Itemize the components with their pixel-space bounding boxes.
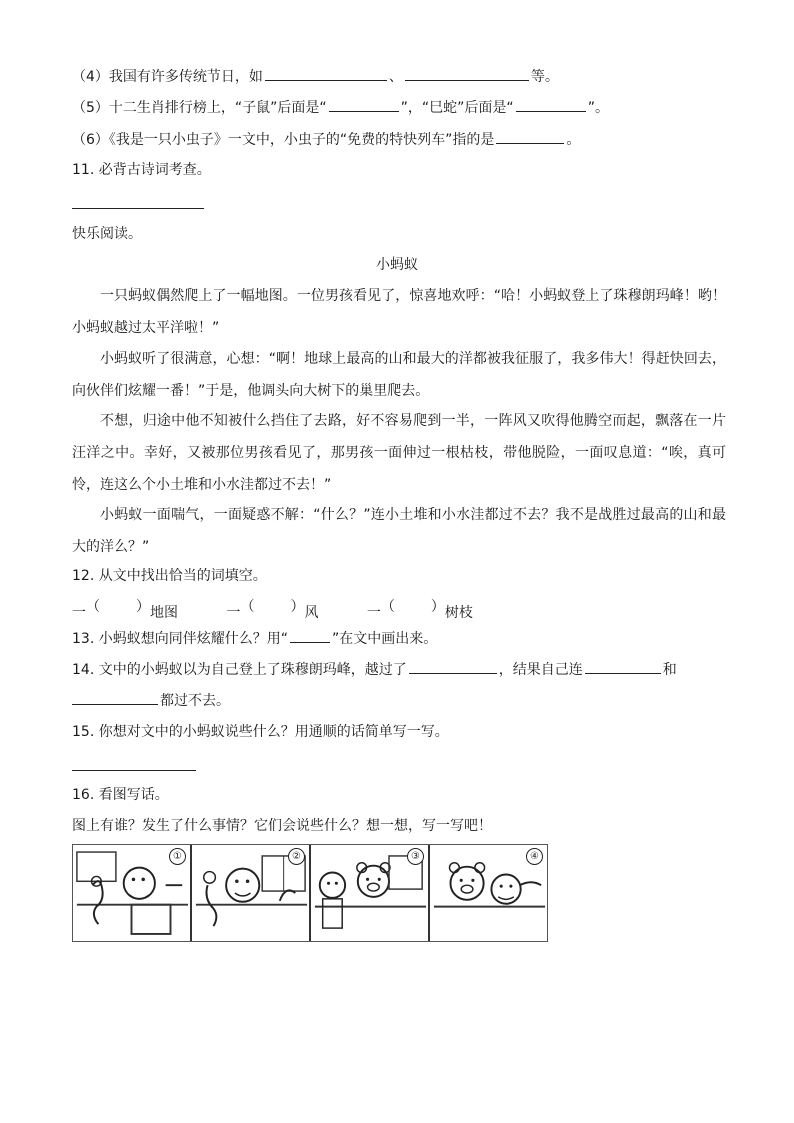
answer-paren[interactable] [381,597,445,617]
q14-line-1 [72,659,677,680]
q10-item-4 [72,66,559,87]
q12-item-1-suffix: 地图 [150,605,178,621]
q13-suffix: ”在文中画出来。 [331,631,438,647]
q14-prefix: 14. 文中的小蚂蚁以为自己登上了珠穆朗玛峰，越过了 [72,662,407,678]
answer-paren[interactable] [86,597,150,617]
q13 [72,628,437,649]
answer-blank[interactable] [516,97,586,112]
answer-blank[interactable] [496,129,564,144]
panel-number: ③ [407,848,424,865]
q10-item-5-mid: ”，“巳蛇”后面是“ [400,100,514,116]
q16-text: 16. 看图写话。 [72,787,169,803]
comic-panel-4 [430,845,547,941]
q10-item-6-suffix: 。 [566,132,581,148]
q10-item-4-sep: 、 [388,69,403,85]
q16-prompt: 图上有谁？发生了什么事情？它们会说些什么？想一想，写一写吧！ [72,818,492,834]
comic-strip [72,844,548,942]
passage-paragraph-2: 小蚂蚁听了很满意，心想：“啊！地球上最高的山和最大的洋都被我征服了，我多伟大！得赶快回去，向伙伴们炫耀一番！”于是，他调头向大树下的巢里爬去。 [72,351,726,399]
q10-item-4-suffix: 等。 [530,69,559,85]
q12-items [72,597,517,623]
q10-item-5 [72,97,609,118]
q12-item-3-suffix: 树枝 [444,605,473,621]
passage-paragraph-3: 不想，归途中他不知被什么挡住了去路，好不容易爬到一半，一阵风又吹得他腾空而起，飘落在一片汪洋之中。幸好，又被那位男孩看见了，那男孩一面伸过一根枯枝，带他脱险，一面叹息道：“唉，真可怜，连这么个小土堆和小水洼都过不去！” [72,413,726,493]
answer-blank[interactable] [585,659,661,674]
panel-number: ② [288,848,305,865]
answer-blank[interactable] [405,66,529,81]
q11-text: 11. 必背古诗词考查。 [72,162,211,178]
q10-item-5-suffix: ”。 [587,100,609,116]
q15-text: 15. 你想对文中的小蚂蚁说些什么？用通顺的话简单写一写。 [72,724,449,740]
passage-paragraph-1: 一只蚂蚁偶然爬上了一幅地图。一位男孩看见了，惊喜地欢呼：“哈！小蚂蚁登上了珠穆朗玛峰！哟！小蚂蚁越过太平洋啦！” [72,288,726,336]
q14-mid2: 和 [662,662,677,678]
panel-number: ① [169,848,186,865]
q10-item-5-prefix: （5）十二生肖排行榜上，“子鼠”后面是“ [72,100,327,116]
q12-item-3 [367,597,473,623]
answer-paren[interactable] [240,597,304,617]
q12-item-2 [226,597,318,623]
passage-title: 小蚂蚁 [376,257,418,273]
q14-line-2 [72,690,230,711]
q12-item-1 [72,597,178,623]
answer-blank[interactable] [72,690,158,705]
q10-item-6-prefix: （6）《我是一只小虫子》一文中，小虫子的“免费的特快列车”指的是 [72,132,495,148]
q12-item-3-prefix: 一 [366,605,381,621]
q12-item-2-prefix: 一 [226,605,241,621]
q10-item-4-prefix: （4）我国有许多传统节日，如 [72,69,263,85]
answer-line[interactable] [72,770,196,771]
answer-blank[interactable] [409,659,497,674]
panel-number: ④ [526,848,543,865]
comic-panel-1 [73,845,192,941]
q13-prefix: 13. 小蚂蚁想向同伴炫耀什么？用“ [72,631,288,647]
q10-item-6 [72,129,580,150]
comic-panel-3 [311,845,430,941]
q12-text: 12. 从文中找出恰当的词填空。 [72,568,267,584]
underline-mark [290,628,330,643]
q12-item-2-suffix: 风 [304,605,319,621]
q14-suffix: 都过不去。 [160,693,230,709]
comic-panel-2 [192,845,311,941]
q14-mid1: ，结果自己连 [498,662,583,678]
reading-heading: 快乐阅读。 [72,226,142,242]
q12-item-1-prefix: 一 [72,605,86,621]
passage-paragraph-4: 小蚂蚁一面喘气，一面疑惑不解：“什么？”连小土堆和小水洼都过不去？我不是战胜过最高的山和最大的洋么？” [72,507,726,555]
answer-blank[interactable] [329,97,399,112]
answer-blank[interactable] [265,66,387,81]
answer-line[interactable] [72,208,204,209]
